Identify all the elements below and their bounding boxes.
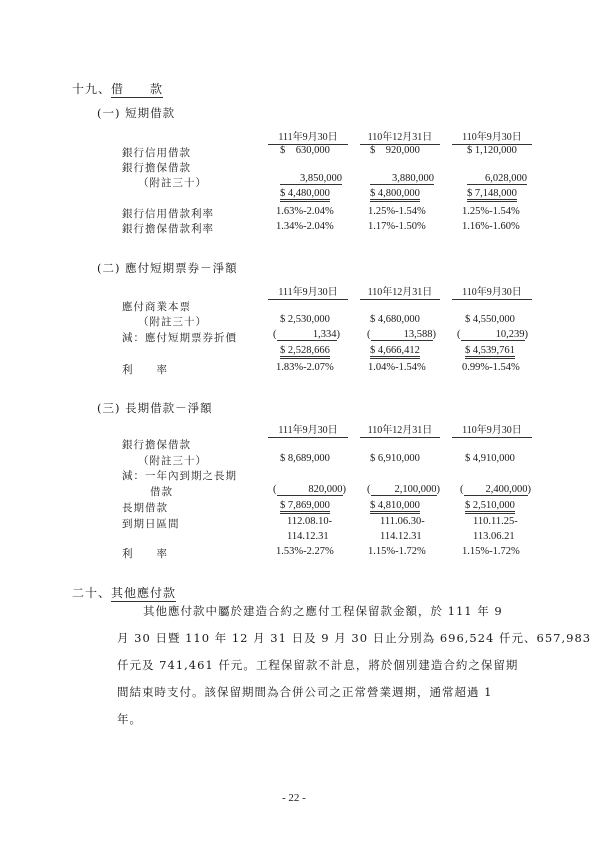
table3-cell: 113.06.21 (473, 531, 515, 542)
table2-cell: 0.99%-1.54% (462, 362, 520, 373)
table3-cell: 114.12.31 (380, 531, 422, 542)
table3-cell: $ 6,910,000 (370, 453, 420, 464)
table1-row-label: 銀行擔保借款 (122, 162, 191, 174)
table2-header-col2: 110年12月31日 (360, 283, 440, 300)
table3-cell: ( 2,400,000) (460, 484, 531, 495)
page-number: - 22 - (282, 792, 306, 804)
section20-paragraph-line: 其他應付款中屬於建造合約之應付工程保留款金額，於 111 年 9 (143, 604, 503, 618)
table3-header-col1: 111年9月30日 (268, 421, 348, 438)
table1-cell: 3,880,000 (370, 173, 434, 185)
table1-row-label: 銀行擔保借款利率 (122, 223, 214, 235)
table1-header-col2: 110年12月31日 (360, 128, 440, 145)
table1-header-col1: 111年9月30日 (268, 128, 348, 145)
table2-cell: ( 10,239) (457, 329, 528, 340)
table2-cell: 1.83%-2.07% (276, 362, 334, 373)
subsection1-title: (一) 短期借款 (97, 106, 176, 120)
table2-row-label: 減：應付短期票券折價 (122, 332, 237, 344)
table1-cell: $ 1,120,000 (467, 145, 517, 156)
table3-total: $ 2,510,000 (465, 500, 515, 514)
table2-header-col3: 110年9月30日 (452, 283, 532, 300)
table1-cell: 1.16%-1.60% (462, 221, 520, 232)
subsection2-title: (二) 應付短期票券－淨額 (97, 261, 238, 275)
table3-row-label: 利 率 (122, 548, 168, 560)
table1-row-label: 銀行信用借款利率 (122, 208, 214, 220)
table3-cell: 1.15%-1.72% (462, 546, 520, 557)
table1-total: $ 7,148,000 (467, 188, 517, 202)
table3-row-label: 銀行擔保借款 (122, 439, 191, 451)
table1-cell: 1.34%-2.04% (276, 221, 334, 232)
table3-row-label: 到期日區間 (122, 518, 180, 530)
table2-row-label: （附註三十） (138, 316, 207, 328)
table3-cell: 114.12.31 (287, 531, 329, 542)
table3-cell: ( 820,000) (273, 484, 346, 495)
section20-paragraph-line: 仟元及 741,461 仟元。工程保留款不計息，將於個別建造合約之保留期 (117, 658, 519, 672)
section20-paragraph-line: 年。 (117, 712, 142, 726)
table3-cell: 112.08.10- (287, 516, 333, 527)
section20-paragraph-line: 間結束時支付。該保留期間為合併公司之正常營業週期，通常超過 1 (117, 685, 493, 699)
table1-cell: 6,028,000 (467, 173, 527, 185)
table3-cell: ( 2,100,000) (367, 484, 440, 495)
table2-row-label: 利 率 (122, 364, 168, 376)
table3-cell: 110.11.25- (473, 516, 518, 527)
subsection3-title: (三) 長期借款－淨額 (97, 401, 213, 415)
table1-total: $ 4,800,000 (370, 188, 420, 202)
section20-heading (72, 584, 176, 601)
table1-cell: 1.25%-1.54% (462, 206, 520, 217)
table2-total: $ 4,539,761 (465, 345, 515, 359)
table3-total: $ 4,810,000 (370, 500, 420, 514)
table2-row-label: 應付商業本票 (122, 301, 191, 313)
table1-total: $ 4,480,000 (280, 188, 330, 202)
table2-cell: $ 4,680,000 (370, 314, 420, 325)
table3-row-label: 長期借款 (122, 502, 168, 514)
table1-cell: $ 630,000 (280, 145, 330, 156)
table1-header-col3: 110年9月30日 (452, 128, 532, 145)
table1-row-label: （附註三十） (138, 177, 207, 189)
table3-cell: $ 4,910,000 (465, 453, 515, 464)
table1-cell: 1.63%-2.04% (276, 206, 334, 217)
section19-title: 借 款 (111, 82, 164, 96)
table2-cell: 1.04%-1.54% (368, 362, 426, 373)
table3-row-label: （附註三十） (138, 455, 207, 467)
table2-cell: $ 2,530,000 (280, 314, 330, 325)
section20-title: 其他應付款 (111, 586, 177, 600)
table2-cell: $ 4,550,000 (465, 314, 515, 325)
table1-cell: $ 920,000 (370, 145, 420, 156)
table2-total: $ 4,666,412 (370, 345, 420, 359)
section19-number: 十九、 (72, 82, 112, 96)
section19-heading (72, 80, 163, 97)
table2-cell: ( 13,588) (367, 329, 436, 340)
section20-number: 二十、 (72, 586, 112, 600)
table3-row-label: 減：一年內到期之長期 (122, 470, 237, 482)
table2-total: $ 2,528,666 (280, 345, 330, 359)
table2-header-col1: 111年9月30日 (268, 283, 348, 300)
table3-cell: 111.06.30- (380, 516, 425, 527)
table3-cell: $ 8,689,000 (280, 453, 330, 464)
table3-header-col2: 110年12月31日 (360, 421, 440, 438)
table1-cell: 1.25%-1.54% (368, 206, 426, 217)
table3-row-label: 借款 (150, 486, 173, 498)
table1-cell: 1.17%-1.50% (368, 221, 426, 232)
table3-cell: 1.15%-1.72% (368, 546, 426, 557)
table3-header-col3: 110年9月30日 (452, 421, 532, 438)
table3-cell: 1.53%-2.27% (276, 546, 334, 557)
table2-cell: ( 1,334) (273, 329, 340, 340)
table1-row-label: 銀行信用借款 (122, 147, 191, 159)
section20-paragraph-line: 月 30 日暨 110 年 12 月 31 日及 9 月 30 日止分別為 696,524 仟元、657,983 (117, 631, 592, 645)
table3-total: $ 7,869,000 (280, 500, 330, 514)
table1-cell: 3,850,000 (280, 173, 342, 185)
